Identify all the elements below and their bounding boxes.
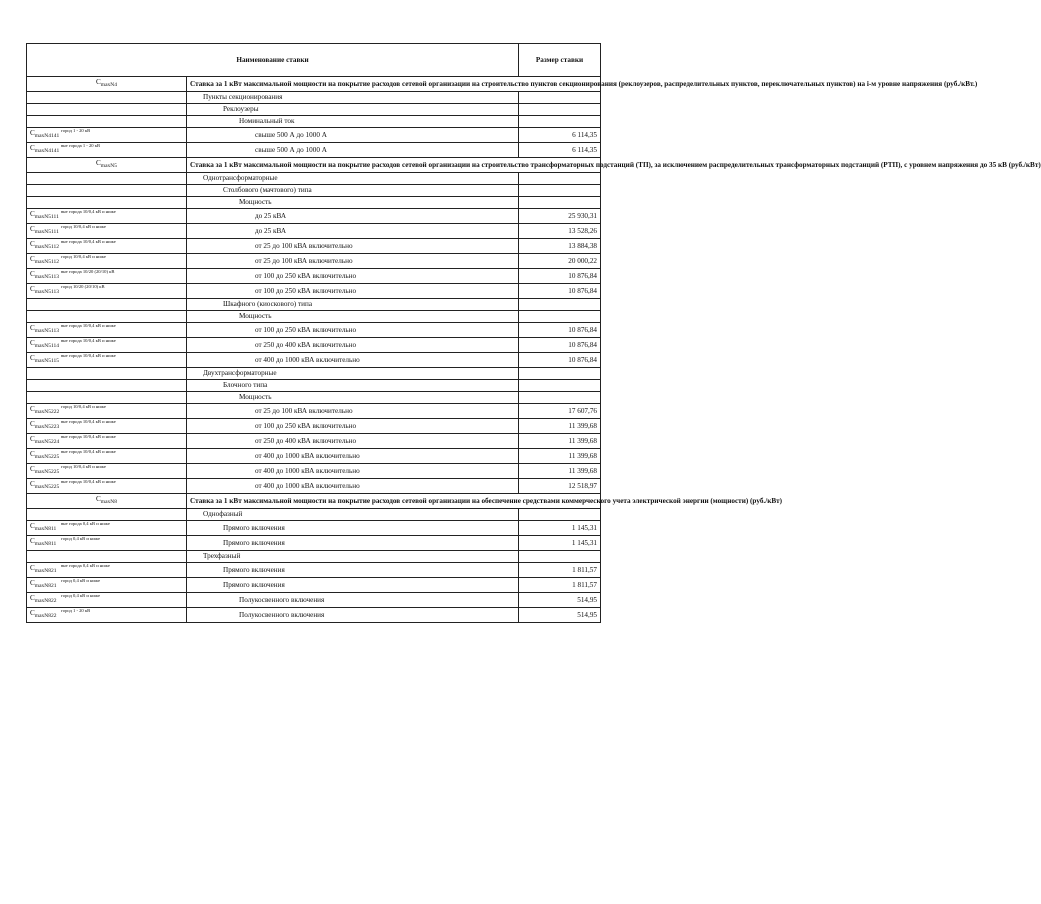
empty-code-cell [27, 104, 187, 116]
row-label: Столбового (мачтового) типа [187, 185, 519, 197]
rate-code-subscript: maxN5115 [34, 358, 60, 364]
rate-code [27, 269, 187, 284]
row-value: 10 876,84 [519, 338, 601, 353]
table-row [27, 338, 601, 353]
rate-code [27, 239, 187, 254]
rate-code-letter: C [30, 450, 35, 458]
row-value [519, 104, 601, 116]
row-label: Шкафного (киоскового) типа [187, 299, 519, 311]
row-value: 25 930,31 [519, 209, 601, 224]
table-header-row [27, 44, 601, 77]
table-row [27, 578, 601, 593]
row-label: Трехфазный [187, 551, 519, 563]
table-row [27, 419, 601, 434]
row-value [519, 173, 601, 185]
rate-code-subscript: maxN8 [100, 499, 117, 505]
row-value: 10 876,84 [519, 284, 601, 299]
rate-code-subscript: maxN5222 [34, 409, 60, 415]
rate-code-letter: C [30, 405, 35, 413]
table-row [27, 185, 601, 197]
row-value: 1 145,31 [519, 536, 601, 551]
row-label: Мощность [187, 311, 519, 323]
row-label: свыше 500 А до 1000 А [187, 143, 519, 158]
rate-code [27, 521, 187, 536]
rate-code-letter: C [30, 594, 35, 602]
rate-code-letter: C [30, 522, 35, 530]
rate-code-letter: C [30, 270, 35, 278]
rate-code-note: вне города 10/0,4 кВ и ниже [61, 323, 116, 328]
rate-code [27, 563, 187, 578]
row-label: Прямого включения [187, 563, 519, 578]
rate-code-subscript: maxN5112 [34, 244, 60, 250]
row-value [519, 197, 601, 209]
row-label: от 400 до 1000 кВА включительно [187, 449, 519, 464]
rate-code-note: вне города 10/0,4 кВ и ниже [61, 338, 116, 343]
header-value-col: Размер ставки [519, 44, 601, 77]
rate-code [27, 464, 187, 479]
rate-code-note: вне города 10/0,4 кВ и ниже [61, 479, 116, 484]
rate-code-note: вне города 0,4 кВ и ниже [61, 563, 110, 568]
rate-code [27, 143, 187, 158]
rate-code-subscript: maxN5113 [34, 289, 60, 295]
table-row [27, 224, 601, 239]
row-value [519, 299, 601, 311]
row-value: 11 399,68 [519, 449, 601, 464]
rate-code-subscript: maxN5113 [34, 328, 60, 334]
table-row [27, 509, 601, 521]
rate-code [27, 578, 187, 593]
rate-code-subscript: maxN811 [34, 541, 57, 547]
table-row [27, 368, 601, 380]
row-label: от 25 до 100 кВА включительно [187, 254, 519, 269]
row-label: Реклоузеры [187, 104, 519, 116]
row-label: от 250 до 400 кВА включительно [187, 338, 519, 353]
row-label: Прямого включения [187, 521, 519, 536]
rate-code [27, 128, 187, 143]
rate-code-subscript: maxN5225 [34, 469, 60, 475]
row-value: 13 528,26 [519, 224, 601, 239]
rate-code-note: вне города 1 - 20 кВ [61, 143, 101, 148]
section-description: Ставка за 1 кВт максимальной мощности на покрытие расходов сетевой организации на строительство трансформаторных подстанций (ТП), за исключением распределительных трансформаторных подстанций (РТП), с уровнем напряжения до 35 кВ (руб./кВт) [187, 158, 601, 173]
empty-code-cell [27, 509, 187, 521]
rate-code-letter: C [30, 354, 35, 362]
empty-code-cell [27, 311, 187, 323]
rate-code-note: вне города 10/20 (20/10) кВ [61, 269, 115, 274]
rate-table-body [27, 44, 1041, 623]
section-header-row [27, 494, 601, 509]
rate-code-subscript: maxN5 [100, 163, 117, 169]
rate-code-subscript: maxN5224 [34, 439, 60, 445]
table-row [27, 434, 601, 449]
rate-code-letter: C [30, 564, 35, 572]
row-value [519, 92, 601, 104]
section-header-row [27, 77, 601, 92]
table-row [27, 464, 601, 479]
rate-code-letter: C [30, 324, 35, 332]
table-row [27, 143, 601, 158]
row-value [519, 185, 601, 197]
row-label: от 100 до 250 кВА включительно [187, 419, 519, 434]
section-description: Ставка за 1 кВт максимальной мощности на покрытие расходов сетевой организации на обеспечение средствами коммерческого учета электрической энергии (мощности) (руб./кВт) [187, 494, 601, 509]
row-value: 11 399,68 [519, 464, 601, 479]
table-row [27, 551, 601, 563]
empty-code-cell [27, 173, 187, 185]
row-label: от 400 до 1000 кВА включительно [187, 464, 519, 479]
rate-code-letter: C [30, 225, 35, 233]
table-row [27, 404, 601, 419]
row-value [519, 509, 601, 521]
row-value: 12 518,97 [519, 479, 601, 494]
rate-code-letter: C [30, 339, 35, 347]
table-row [27, 536, 601, 551]
rate-code-note: вне города 10/0,4 кВ и ниже [61, 434, 116, 439]
rate-code-note: город 10/0,4 кВ и ниже [61, 254, 106, 259]
row-label: Полукосвенного включения [187, 608, 519, 623]
row-label: Однофазный [187, 509, 519, 521]
row-value: 1 811,57 [519, 563, 601, 578]
table-row [27, 197, 601, 209]
rate-code-subscript: maxN821 [34, 583, 57, 589]
row-value: 10 876,84 [519, 353, 601, 368]
rate-code-subscript: maxN822 [34, 613, 57, 619]
rate-code-subscript: maxN822 [34, 598, 57, 604]
row-value: 514,95 [519, 593, 601, 608]
row-value [519, 311, 601, 323]
rate-code [27, 479, 187, 494]
row-label: Прямого включения [187, 536, 519, 551]
rate-code-subscript: maxN5111 [34, 229, 59, 235]
row-value: 1 145,31 [519, 521, 601, 536]
rate-code-subscript: maxN5225 [34, 454, 60, 460]
rate-code-subscript: maxN5225 [34, 484, 60, 490]
empty-code-cell [27, 380, 187, 392]
rate-code-note: вне города 10/0,4 кВ и ниже [61, 449, 116, 454]
empty-code-cell [27, 92, 187, 104]
rate-code [27, 434, 187, 449]
row-label: от 25 до 100 кВА включительно [187, 239, 519, 254]
row-label: Однотрансформаторные [187, 173, 519, 185]
row-value: 11 399,68 [519, 434, 601, 449]
rate-code-letter: C [30, 537, 35, 545]
row-value [519, 368, 601, 380]
rate-code [27, 77, 187, 92]
rate-code [27, 536, 187, 551]
rate-code-letter: C [96, 495, 101, 503]
table-row [27, 353, 601, 368]
table-row [27, 104, 601, 116]
empty-code-cell [27, 116, 187, 128]
row-value: 10 876,84 [519, 323, 601, 338]
rate-code-note: город 1 - 20 кВ [61, 608, 91, 613]
row-label: Номинальный ток [187, 116, 519, 128]
table-row [27, 128, 601, 143]
rate-code-note: вне города 10/0,4 кВ и ниже [61, 239, 116, 244]
rate-code [27, 224, 187, 239]
table-row [27, 311, 601, 323]
row-label: Прямого включения [187, 578, 519, 593]
table-row [27, 173, 601, 185]
table-row [27, 209, 601, 224]
row-label: от 100 до 250 кВА включительно [187, 269, 519, 284]
table-row [27, 323, 601, 338]
table-row [27, 608, 601, 623]
rate-code-letter: C [30, 420, 35, 428]
table-row [27, 239, 601, 254]
rate-code-note: город 10/0,4 кВ и ниже [61, 224, 106, 229]
rate-code-letter: C [96, 159, 101, 167]
rate-code-note: вне города 10/0,4 кВ и ниже [61, 419, 116, 424]
row-value [519, 380, 601, 392]
empty-code-cell [27, 368, 187, 380]
rate-code [27, 419, 187, 434]
rate-code-note: город 0,4 кВ и ниже [61, 593, 101, 598]
rate-code [27, 158, 187, 173]
rate-table [26, 43, 1041, 623]
rate-code-note: город 0,4 кВ и ниже [61, 578, 101, 583]
row-value: 11 399,68 [519, 419, 601, 434]
rate-code-subscript: maxN5114 [34, 343, 60, 349]
rate-code-subscript: maxN811 [34, 526, 57, 532]
row-value: 6 114,35 [519, 143, 601, 158]
rate-code-note: вне города 10/0,4 кВ и ниже [61, 353, 116, 358]
rate-code-letter: C [30, 609, 35, 617]
row-label: от 100 до 250 кВА включительно [187, 323, 519, 338]
rate-code [27, 323, 187, 338]
table-row [27, 392, 601, 404]
table-row [27, 269, 601, 284]
rate-code [27, 449, 187, 464]
rate-code-subscript: maxN5112 [34, 259, 60, 265]
rate-code [27, 404, 187, 419]
empty-code-cell [27, 299, 187, 311]
rate-code [27, 353, 187, 368]
row-value: 17 607,76 [519, 404, 601, 419]
table-row [27, 449, 601, 464]
table-row [27, 479, 601, 494]
table-row [27, 116, 601, 128]
rate-code-letter: C [30, 579, 35, 587]
empty-code-cell [27, 197, 187, 209]
empty-code-cell [27, 185, 187, 197]
row-value: 20 000,22 [519, 254, 601, 269]
row-label: Мощность [187, 392, 519, 404]
rate-code-letter: C [30, 255, 35, 263]
row-value: 1 811,57 [519, 578, 601, 593]
row-label: Мощность [187, 197, 519, 209]
row-value: 13 884,38 [519, 239, 601, 254]
rate-code-letter: C [30, 480, 35, 488]
rate-code-note: город 10/0,4 кВ и ниже [61, 464, 106, 469]
row-value [519, 551, 601, 563]
rate-code-note: город 10/0,4 кВ и ниже [61, 404, 106, 409]
row-value: 6 114,35 [519, 128, 601, 143]
row-value [519, 116, 601, 128]
section-header-row [27, 158, 601, 173]
rate-code-note: город 0,4 кВ и ниже [61, 536, 101, 541]
table-row [27, 284, 601, 299]
rate-code-note: вне города 10/0,4 кВ и ниже [61, 209, 116, 214]
rate-code-letter: C [30, 129, 35, 137]
rate-code-subscript: maxN5111 [34, 214, 59, 220]
table-row [27, 92, 601, 104]
rate-code-subscript: maxN821 [34, 568, 57, 574]
rate-code [27, 284, 187, 299]
rate-code-letter: C [96, 78, 101, 86]
rate-code [27, 494, 187, 509]
row-label: Пункты секционирования [187, 92, 519, 104]
rate-code [27, 254, 187, 269]
empty-code-cell [27, 392, 187, 404]
row-value [519, 392, 601, 404]
section-description: Ставка за 1 кВт максимальной мощности на покрытие расходов сетевой организации на строительство пунктов секционирования (реклоузеров, распределительных пунктов, переключательных пунктов) на i-м уровне напряжения (руб./кВт.) [187, 77, 601, 92]
rate-code-note: вне города 0,4 кВ и ниже [61, 521, 110, 526]
rate-code-note: город 1 - 20 кВ [61, 128, 91, 133]
rate-code-subscript: maxN5223 [34, 424, 60, 430]
rate-code [27, 593, 187, 608]
row-label: от 100 до 250 кВА включительно [187, 284, 519, 299]
rate-code-subscript: maxN4141 [34, 148, 60, 154]
table-row [27, 299, 601, 311]
row-label: от 400 до 1000 кВА включительно [187, 353, 519, 368]
row-label: Блочного типа [187, 380, 519, 392]
rate-code-letter: C [30, 210, 35, 218]
table-row [27, 380, 601, 392]
rate-code-subscript: maxN4141 [34, 133, 60, 139]
rate-code [27, 209, 187, 224]
rate-code-subscript: maxN5113 [34, 274, 60, 280]
row-label: Двухтрансформаторные [187, 368, 519, 380]
rate-code-letter: C [30, 144, 35, 152]
rate-code-letter: C [30, 240, 35, 248]
row-label: от 25 до 100 кВА включительно [187, 404, 519, 419]
table-row [27, 254, 601, 269]
header-name-col: Наименование ставки [27, 44, 519, 77]
rate-code-letter: C [30, 435, 35, 443]
rate-code-letter: C [30, 465, 35, 473]
rate-code [27, 608, 187, 623]
rate-code-subscript: maxN4 [100, 82, 117, 88]
rate-code-note: город 10/20 (20/10) кВ [61, 284, 105, 289]
row-label: свыше 500 А до 1000 А [187, 128, 519, 143]
row-value: 10 876,84 [519, 269, 601, 284]
rate-code [27, 338, 187, 353]
table-row [27, 593, 601, 608]
row-label: до 25 кВА [187, 224, 519, 239]
empty-code-cell [27, 551, 187, 563]
row-label: до 25 кВА [187, 209, 519, 224]
row-label: от 400 до 1000 кВА включительно [187, 479, 519, 494]
table-row [27, 521, 601, 536]
table-row [27, 563, 601, 578]
row-label: Полукосвенного включения [187, 593, 519, 608]
row-value: 514,95 [519, 608, 601, 623]
rate-code-letter: C [30, 285, 35, 293]
row-label: от 250 до 400 кВА включительно [187, 434, 519, 449]
